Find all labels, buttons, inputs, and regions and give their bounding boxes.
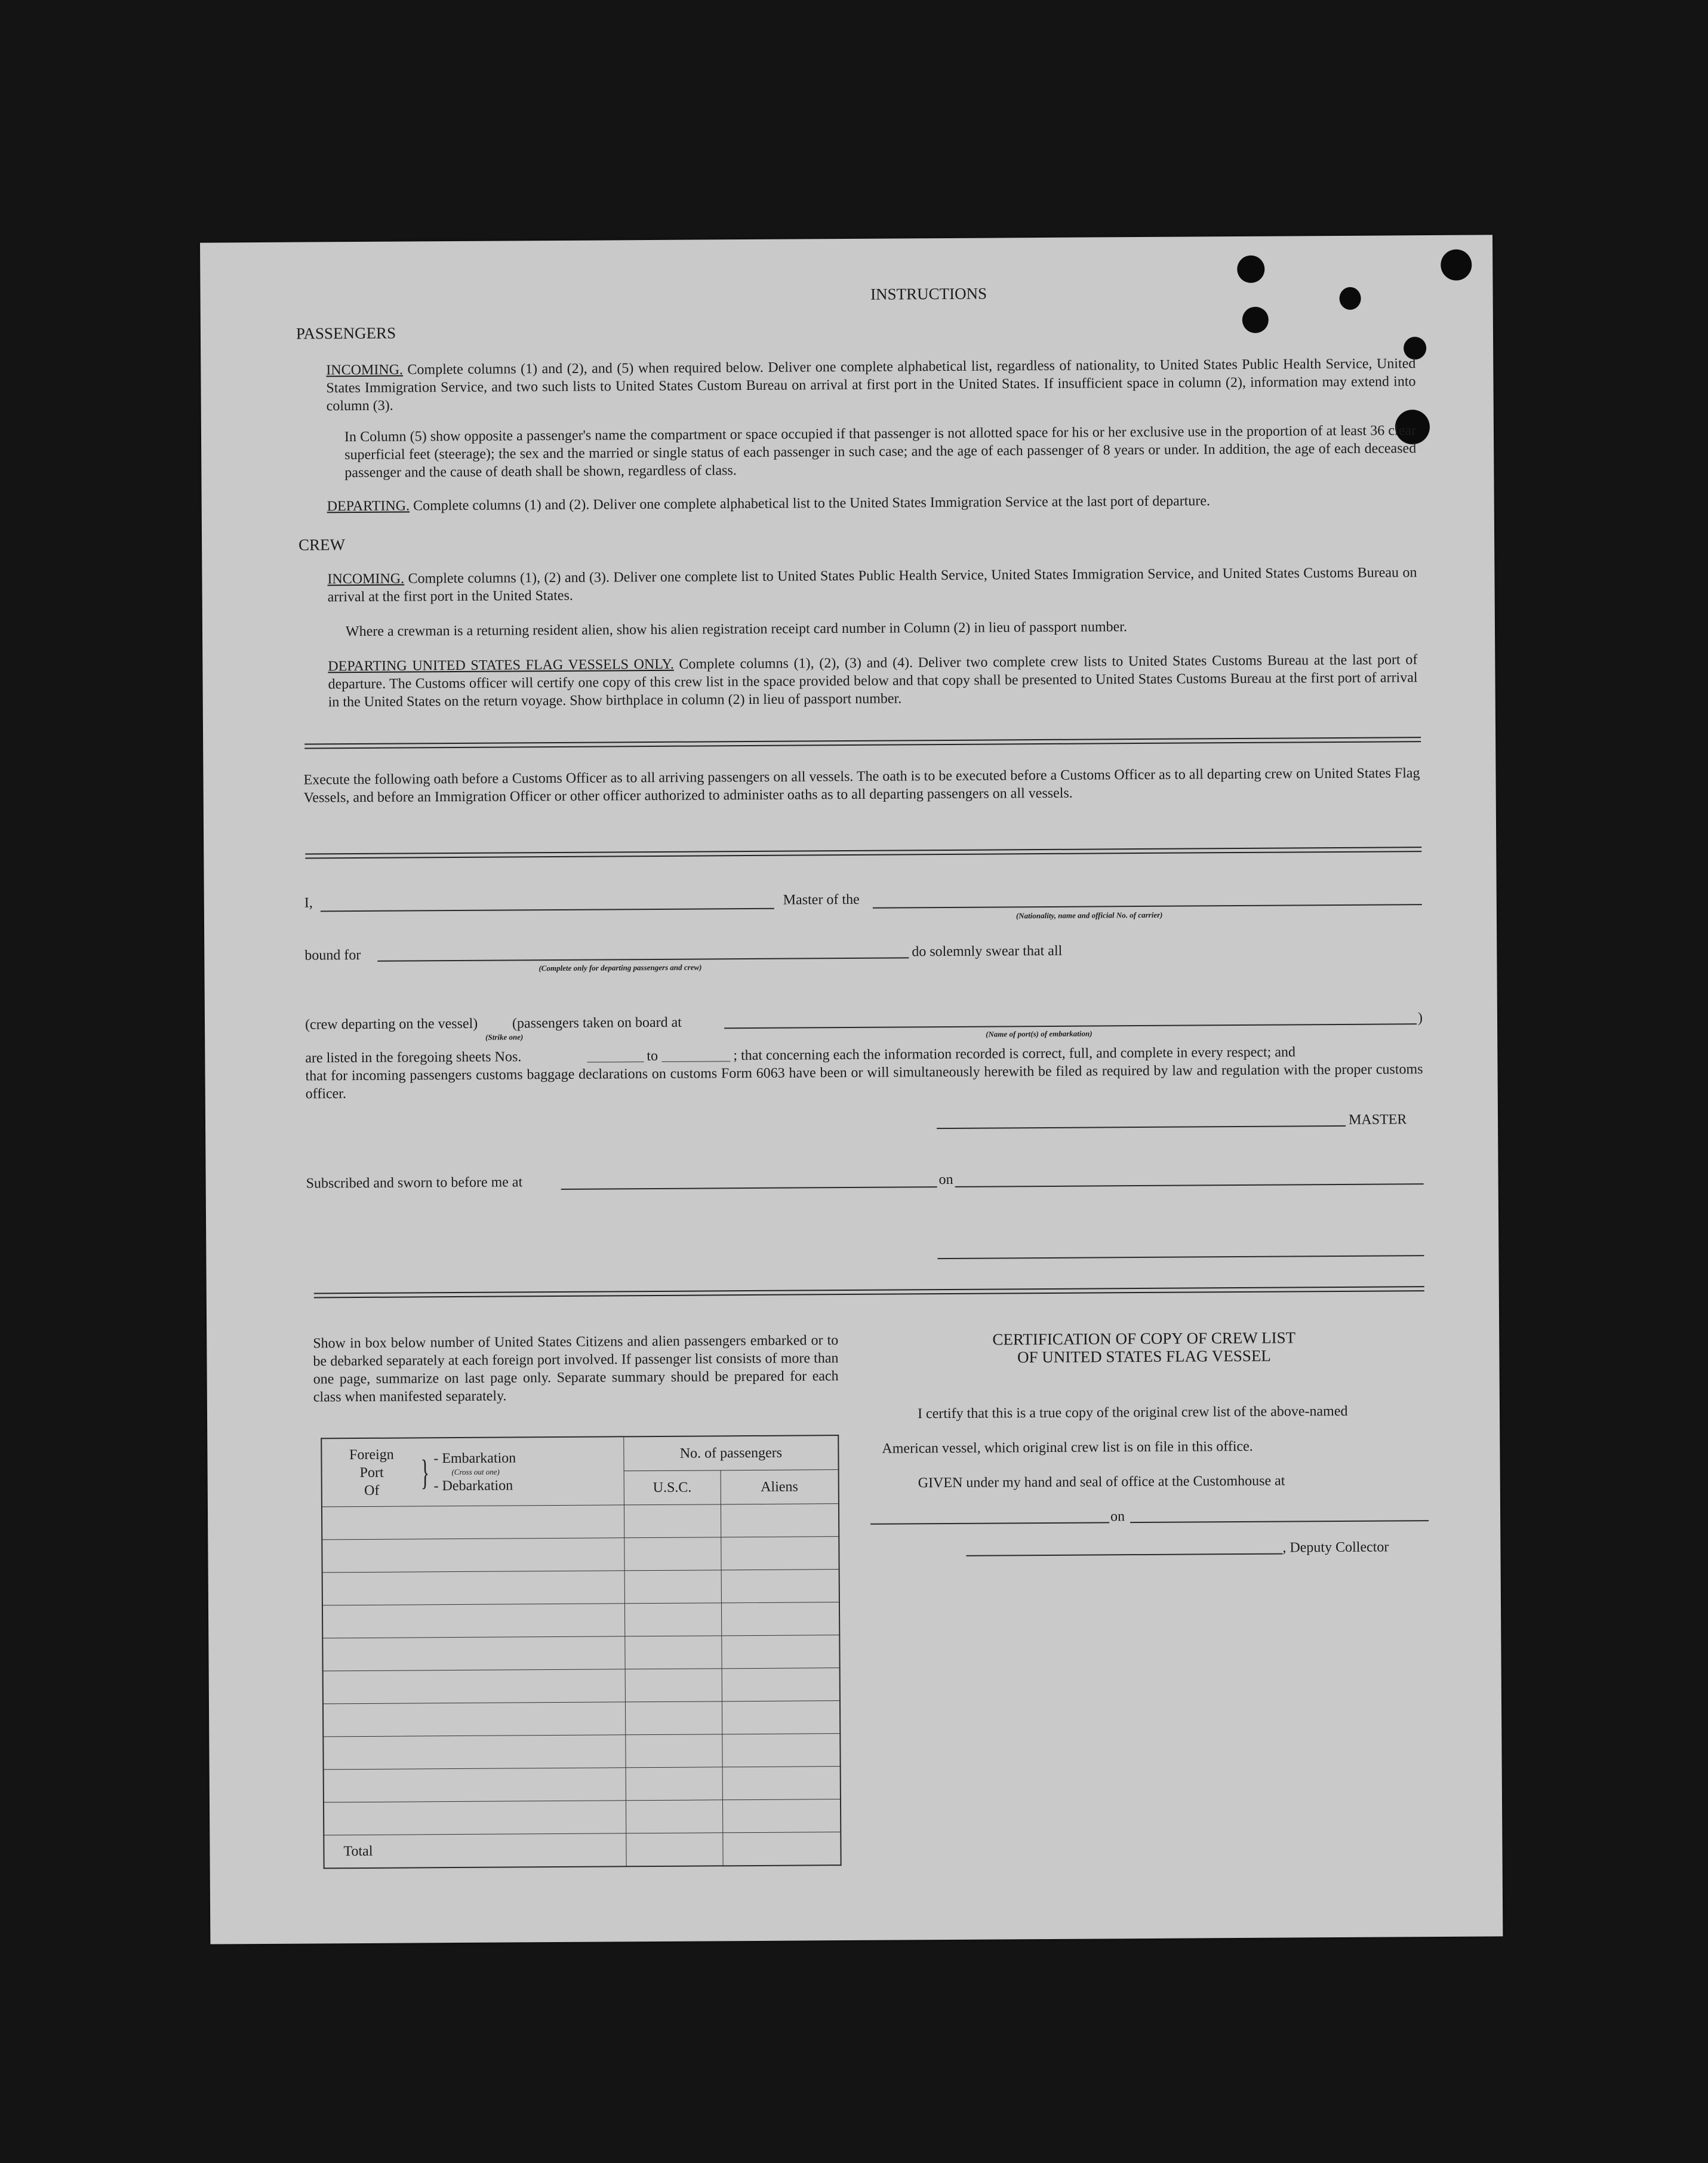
declaration-text: that for incoming passengers customs baggage declarations on customs Form 6063 have been or will simultaneously herewith be filed as required by law and regulation with the proper customs officer. <box>305 1061 1423 1102</box>
passengers-incoming-paragraph <box>326 355 1416 415</box>
section-divider <box>314 1286 1424 1298</box>
resident-alien-paragraph: Where a crewman is a returning resident alien, show his alien registration receipt card number in Column (2) in lieu of passport number. <box>345 619 1127 640</box>
foreign-port-label: Foreign Port Of <box>349 1447 394 1499</box>
usc-cell[interactable] <box>626 1767 722 1801</box>
aliens-cell[interactable] <box>721 1570 839 1603</box>
usc-cell[interactable] <box>625 1702 722 1735</box>
given-text: GIVEN under my hand and seal of office at the Customhouse at <box>918 1473 1285 1491</box>
crew-flag-paragraph <box>328 651 1418 711</box>
port-cell[interactable] <box>322 1636 625 1671</box>
passengers-incoming-label: INCOMING. <box>326 362 404 379</box>
officer-signature-line[interactable] <box>937 1255 1424 1259</box>
aliens-cell[interactable] <box>722 1767 841 1800</box>
usc-cell[interactable] <box>626 1800 723 1833</box>
total-label: Total <box>324 1833 626 1869</box>
total-aliens-cell[interactable] <box>722 1832 841 1866</box>
master-of-label: Master of the <box>783 891 860 908</box>
certification-on-text: on <box>1110 1509 1125 1525</box>
form-page <box>200 235 1503 1944</box>
usc-cell[interactable] <box>626 1734 722 1768</box>
customhouse-line[interactable] <box>870 1522 1109 1524</box>
subscribed-on-text: on <box>938 1171 953 1188</box>
aliens-cell[interactable] <box>722 1701 840 1734</box>
total-row <box>324 1832 841 1869</box>
usc-cell[interactable] <box>624 1570 721 1604</box>
table-row <box>322 1537 839 1573</box>
instructions-title: INSTRUCTIONS <box>870 284 987 303</box>
passengers-departing-text: Complete columns (1) and (2). Deliver one complete alphabetical list to the United States Immigration Service at the last port of departure. <box>413 493 1211 514</box>
table-row <box>322 1602 839 1638</box>
port-cell[interactable] <box>324 1768 626 1802</box>
certify-line2: American vessel, which original crew list is on file in this office. <box>882 1438 1253 1457</box>
concerning-text: ; that concerning each the information recorded is correct, full, and complete in every respect; and <box>733 1044 1296 1064</box>
crew-flag-text: Complete columns (1), (2), (3) and (4). Deliver two complete crew lists to United States Customs Bureau at the last port of departure. The Customs officer will certify one copy of this crew list in the space provided below and that copy shall be presented to United States Customs Bureau at the first port of arrival in the United States on the return voyage. Show birthplace in column (2) in lieu of passport number. <box>328 652 1418 710</box>
section-divider <box>305 847 1421 859</box>
punch-hole <box>1242 307 1269 333</box>
certification-title-line2: OF UNITED STATES FLAG VESSEL <box>1017 1346 1271 1367</box>
port-cell[interactable] <box>322 1505 624 1540</box>
certification-date-line[interactable] <box>1130 1520 1429 1523</box>
oath-intro: Execute the following oath before a Customs Officer as to all arriving passengers on all vessels. The oath is to be executed before a Customs Officer as to all departing crew on United States Flag Vessels, and before an Immigration Officer or other officer authorized to administer oaths as to all departing passengers on all vessels. <box>303 765 1420 806</box>
section-divider <box>304 737 1421 749</box>
aliens-cell[interactable] <box>721 1635 839 1669</box>
sheet-to-line[interactable] <box>661 1061 730 1062</box>
port-cell[interactable] <box>322 1571 625 1605</box>
crew-departing-option: (crew departing on the vessel) <box>304 1016 478 1033</box>
aliens-cell[interactable] <box>721 1537 839 1570</box>
to-text: to <box>647 1048 658 1064</box>
punch-hole <box>1441 250 1472 281</box>
usc-cell[interactable] <box>624 1504 721 1538</box>
crew-heading: CREW <box>298 536 346 554</box>
table-row <box>322 1504 839 1540</box>
crew-flag-label: DEPARTING UNITED STATES FLAG VESSELS ONLY. <box>328 656 674 675</box>
master-signature-line[interactable] <box>937 1125 1346 1129</box>
passengers-taken-option: (passengers taken on board at <box>512 1014 682 1032</box>
table-row <box>322 1570 839 1605</box>
bound-caption: (Complete only for departing passengers and crew) <box>538 962 702 973</box>
subscribed-text: Subscribed and sworn to before me at <box>306 1174 523 1192</box>
table-row <box>323 1734 840 1770</box>
embarkation-port-line[interactable] <box>724 1023 1417 1029</box>
port-cell[interactable] <box>322 1538 624 1573</box>
subscribed-place-line[interactable] <box>561 1186 937 1190</box>
aliens-cell[interactable] <box>721 1602 839 1636</box>
summary-intro: Show in box below number of United States Citizens and alien passengers embarked or to be debarked separately at each foreign port involved. If passenger list consists of more than one page, summarize on last page only. Separate summary should be prepared for each class when manifested separately. <box>313 1333 839 1405</box>
table-row <box>323 1668 840 1704</box>
aliens-cell[interactable] <box>722 1734 840 1767</box>
usc-cell[interactable] <box>624 1537 721 1571</box>
table-row <box>324 1799 841 1835</box>
port-cell[interactable] <box>323 1735 626 1770</box>
usc-cell[interactable] <box>624 1603 721 1636</box>
embarkation-option: - Embarkation <box>433 1450 516 1466</box>
certification-title-line1: CERTIFICATION OF COPY OF CREW LIST <box>992 1328 1296 1349</box>
strike-caption: (Strike one) <box>485 1032 524 1042</box>
usc-header: U.S.C. <box>624 1470 721 1505</box>
table-row <box>323 1701 840 1737</box>
deputy-collector-text: , Deputy Collector <box>1282 1539 1389 1556</box>
swear-text: do solemnly swear that all <box>912 943 1063 960</box>
punch-hole <box>1237 256 1264 283</box>
crew-incoming-text: Complete columns (1), (2) and (3). Deliver one complete list to United States Public Health Service, United States Immigration Service, and United States Customs Bureau on arrival at the first port in the United States. <box>327 565 1417 605</box>
destination-line[interactable] <box>377 957 909 961</box>
usc-cell[interactable] <box>625 1636 722 1669</box>
sheet-from-line[interactable] <box>587 1061 644 1063</box>
nationality-caption: (Nationality, name and official No. of carrier) <box>1015 910 1163 921</box>
passengers-departing-label: DEPARTING. <box>327 498 410 515</box>
aliens-header: Aliens <box>721 1470 839 1504</box>
passenger-summary-table <box>321 1435 841 1869</box>
aliens-cell[interactable] <box>722 1668 840 1702</box>
carrier-line[interactable] <box>873 904 1422 909</box>
passengers-heading: PASSENGERS <box>296 324 396 343</box>
crew-incoming-paragraph <box>327 564 1417 606</box>
cross-out-caption: (Cross out one) <box>451 1467 500 1476</box>
passengers-incoming-text: Complete columns (1) and (2), and (5) when required below. Deliver one complete alphabetical list, regardless of nationality, to United States Public Health Service, United States Immigration Service, and two such lists to United States Custom Bureau on arrival at first port in the United States. If insufficient space in column (2), information may extend into column (3). <box>326 356 1416 414</box>
passengers-departing-paragraph <box>327 491 1417 515</box>
port-header-cell <box>321 1436 624 1507</box>
punch-hole <box>1340 287 1361 310</box>
aliens-cell[interactable] <box>722 1799 841 1833</box>
close-paren: ) <box>1417 1010 1423 1026</box>
usc-cell[interactable] <box>625 1669 722 1702</box>
port-cell[interactable] <box>322 1604 625 1638</box>
oath-i-label: I, <box>304 895 313 911</box>
certify-line1: I certify that this is a true copy of the original crew list of the above-named <box>917 1403 1348 1422</box>
table-row <box>324 1767 841 1802</box>
port-cell[interactable] <box>323 1669 626 1704</box>
aliens-cell[interactable] <box>721 1504 839 1537</box>
total-usc-cell[interactable] <box>626 1833 723 1866</box>
subscribed-date-line[interactable] <box>955 1183 1424 1187</box>
summary-header-row <box>321 1435 838 1473</box>
bound-for-label: bound for <box>304 947 361 964</box>
no-passengers-header: No. of passengers <box>624 1435 839 1471</box>
brace-glyph: } <box>420 1452 430 1492</box>
port-cell[interactable] <box>323 1702 626 1737</box>
master-label: MASTER <box>1348 1112 1407 1128</box>
master-name-line[interactable] <box>321 908 774 912</box>
port-cell[interactable] <box>324 1801 626 1835</box>
port-caption: (Name of port(s) of embarkation) <box>986 1029 1092 1039</box>
crew-incoming-label: INCOMING. <box>327 571 405 587</box>
debarkation-option: - Debarkation <box>433 1477 513 1494</box>
deputy-collector-line[interactable] <box>966 1553 1282 1556</box>
column5-paragraph: In Column (5) show opposite a passenger's name the compartment or space occupied if that passenger is not allotted space for his or her exclusive use in the proportion of at least 36 clear superficial feet (steerage); the sex and the married or single status of each passenger in such case; and the age of each passenger of 8 years or under. In addition, the age of each deceased passenger and the cause of death shall be shown, regardless of class. <box>344 423 1417 481</box>
listed-text: are listed in the foregoing sheets Nos. <box>305 1049 522 1066</box>
table-row <box>322 1635 839 1671</box>
